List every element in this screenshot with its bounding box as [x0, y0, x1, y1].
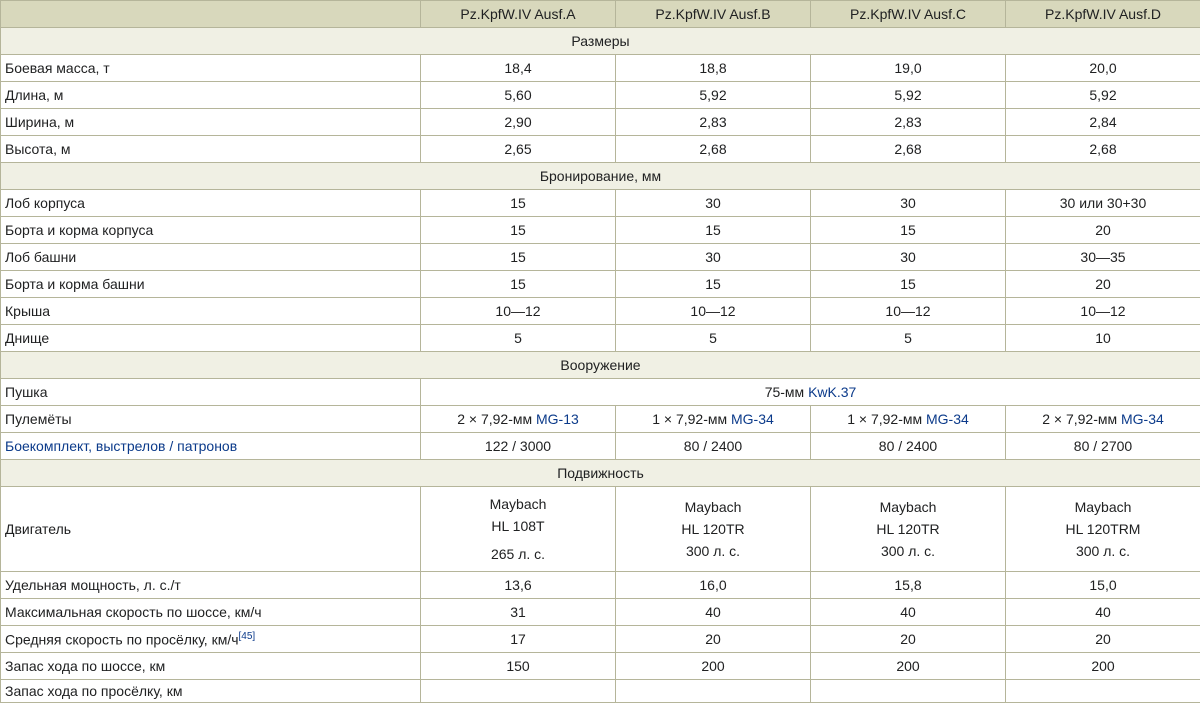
- engine-cell: [811, 487, 1006, 572]
- section-armament-row: [1, 352, 1200, 379]
- cell-value: 2,84: [1006, 109, 1200, 136]
- section-dimensions-row: [1, 28, 1200, 55]
- row-label: Лоб башни: [1, 244, 421, 271]
- section-armor-row: [1, 163, 1200, 190]
- table-row: [1, 190, 1200, 217]
- header-model-d: Pz.KpfW.IV Ausf.D: [1006, 1, 1200, 28]
- cell-value: 20,0: [1006, 55, 1200, 82]
- mg-prefix: 2 × 7,92-мм: [457, 411, 536, 427]
- cell-value: 19,0: [811, 55, 1006, 82]
- cell-value: [616, 680, 811, 703]
- table-row: [1, 298, 1200, 325]
- cell-value: 10—12: [1006, 298, 1200, 325]
- cell-value: 40: [811, 599, 1006, 626]
- cell-value: 2,83: [811, 109, 1006, 136]
- engine-make: Maybach: [815, 496, 1001, 518]
- engine-model: HL 120TRM: [1010, 518, 1196, 540]
- table-row: [1, 271, 1200, 298]
- cell-value: 15: [811, 217, 1006, 244]
- cell-value: 30—35: [1006, 244, 1200, 271]
- table-row: [1, 82, 1200, 109]
- engine-cell: [421, 487, 616, 572]
- row-label: Запас хода по просёлку, км: [1, 680, 421, 703]
- section-mobility-row: [1, 460, 1200, 487]
- row-label: Удельная мощность, л. с./т: [1, 572, 421, 599]
- table-row-engine: [1, 487, 1200, 572]
- table-row: [1, 599, 1200, 626]
- cell-value: 2,68: [811, 136, 1006, 163]
- mg-cell: [811, 406, 1006, 433]
- cell-value: 5,60: [421, 82, 616, 109]
- table-row: [1, 244, 1200, 271]
- ammo-link[interactable]: Боекомплект, выстрелов / патронов: [5, 438, 237, 454]
- mg-link[interactable]: MG-13: [536, 411, 579, 427]
- cell-value: 18,8: [616, 55, 811, 82]
- mg-link[interactable]: MG-34: [731, 411, 774, 427]
- cell-value: 20: [616, 626, 811, 653]
- section-title: Подвижность: [1, 460, 1200, 487]
- row-label: Борта и корма корпуса: [1, 217, 421, 244]
- cell-value: 80 / 2700: [1006, 433, 1200, 460]
- table-row: [1, 626, 1200, 653]
- mg-prefix: 2 × 7,92-мм: [1042, 411, 1121, 427]
- row-label: Ширина, м: [1, 109, 421, 136]
- row-label-cell: [1, 626, 421, 653]
- cell-value: 5,92: [616, 82, 811, 109]
- table-row: [1, 217, 1200, 244]
- cell-value: 5,92: [1006, 82, 1200, 109]
- table-row: [1, 572, 1200, 599]
- cell-value: [811, 680, 1006, 703]
- cell-value: 30: [616, 190, 811, 217]
- row-label: Высота, м: [1, 136, 421, 163]
- table-row: [1, 109, 1200, 136]
- cell-value: 15: [616, 271, 811, 298]
- row-label: Пушка: [1, 379, 421, 406]
- cell-value: 5: [811, 325, 1006, 352]
- cell-value: 15: [421, 271, 616, 298]
- cell-value: 30: [811, 244, 1006, 271]
- footnote-link[interactable]: [45]: [239, 631, 256, 642]
- engine-cell: [616, 487, 811, 572]
- cell-value: 31: [421, 599, 616, 626]
- row-label: Крыша: [1, 298, 421, 325]
- cell-value: 80 / 2400: [616, 433, 811, 460]
- row-label: Пулемёты: [1, 406, 421, 433]
- cell-value: 30 или 30+30: [1006, 190, 1200, 217]
- cell-value: [421, 680, 616, 703]
- cell-value: 17: [421, 626, 616, 653]
- cell-value: 20: [811, 626, 1006, 653]
- engine-model: HL 120TR: [620, 518, 806, 540]
- table-row: [1, 379, 1200, 406]
- cell-value: 2,68: [616, 136, 811, 163]
- mg-cell: [421, 406, 616, 433]
- cell-value: [1006, 680, 1200, 703]
- cell-value: 40: [616, 599, 811, 626]
- row-label: [1, 433, 421, 460]
- row-label: Длина, м: [1, 82, 421, 109]
- header-model-c: Pz.KpfW.IV Ausf.C: [811, 1, 1006, 28]
- cell-value: 200: [1006, 653, 1200, 680]
- cell-value: 15: [811, 271, 1006, 298]
- gun-prefix: 75-мм: [765, 384, 808, 400]
- engine-model: HL 108T: [425, 515, 611, 537]
- cell-value: 20: [1006, 271, 1200, 298]
- cell-value: 30: [616, 244, 811, 271]
- cell-value: 10—12: [421, 298, 616, 325]
- engine-power: 300 л. с.: [620, 540, 806, 562]
- mg-prefix: 1 × 7,92-мм: [847, 411, 926, 427]
- cell-value: 15,0: [1006, 572, 1200, 599]
- row-label: Максимальная скорость по шоссе, км/ч: [1, 599, 421, 626]
- table-row: [1, 136, 1200, 163]
- cell-value: 2,90: [421, 109, 616, 136]
- cell-value: 10—12: [616, 298, 811, 325]
- engine-model: HL 120TR: [815, 518, 1001, 540]
- engine-power: 300 л. с.: [815, 540, 1001, 562]
- cell-value: 10: [1006, 325, 1200, 352]
- table-row: [1, 680, 1200, 703]
- cell-value: 30: [811, 190, 1006, 217]
- table-row: [1, 433, 1200, 460]
- table-row: [1, 55, 1200, 82]
- header-row: [1, 1, 1200, 28]
- cell-value: 150: [421, 653, 616, 680]
- mg-prefix: 1 × 7,92-мм: [652, 411, 731, 427]
- header-model-b: Pz.KpfW.IV Ausf.B: [616, 1, 811, 28]
- cell-value: 122 / 3000: [421, 433, 616, 460]
- mg-cell: [616, 406, 811, 433]
- cell-value: 13,6: [421, 572, 616, 599]
- cell-value: 20: [1006, 626, 1200, 653]
- cell-value: 15: [421, 244, 616, 271]
- cell-value: 5: [421, 325, 616, 352]
- section-title: Размеры: [1, 28, 1200, 55]
- header-corner: [1, 1, 421, 28]
- cell-value: 40: [1006, 599, 1200, 626]
- row-label: Днище: [1, 325, 421, 352]
- row-label: Лоб корпуса: [1, 190, 421, 217]
- cell-value: 16,0: [616, 572, 811, 599]
- cell-value: 200: [616, 653, 811, 680]
- cell-value: 5,92: [811, 82, 1006, 109]
- mg-cell: [1006, 406, 1200, 433]
- mg-link[interactable]: MG-34: [926, 411, 969, 427]
- cell-value: 5: [616, 325, 811, 352]
- engine-cell: [1006, 487, 1200, 572]
- cell-value: 15,8: [811, 572, 1006, 599]
- gun-link[interactable]: KwK.37: [808, 384, 856, 400]
- engine-make: Maybach: [425, 493, 611, 515]
- table-row: [1, 406, 1200, 433]
- engine-make: Maybach: [1010, 496, 1196, 518]
- engine-power: 300 л. с.: [1010, 540, 1196, 562]
- table-row: [1, 653, 1200, 680]
- cell-value: 2,65: [421, 136, 616, 163]
- row-label: Средняя скорость по просёлку, км/ч: [5, 631, 239, 647]
- gun-cell: [421, 379, 1200, 406]
- table-row: [1, 325, 1200, 352]
- section-title: Бронирование, мм: [1, 163, 1200, 190]
- cell-value: 200: [811, 653, 1006, 680]
- cell-value: 15: [421, 217, 616, 244]
- row-label: Запас хода по шоссе, км: [1, 653, 421, 680]
- mg-link[interactable]: MG-34: [1121, 411, 1164, 427]
- row-label: Боевая масса, т: [1, 55, 421, 82]
- cell-value: 10—12: [811, 298, 1006, 325]
- cell-value: 18,4: [421, 55, 616, 82]
- section-title: Вооружение: [1, 352, 1200, 379]
- header-model-a: Pz.KpfW.IV Ausf.A: [421, 1, 616, 28]
- engine-power: 265 л. с.: [425, 543, 611, 565]
- row-label: Борта и корма башни: [1, 271, 421, 298]
- cell-value: 15: [421, 190, 616, 217]
- cell-value: 80 / 2400: [811, 433, 1006, 460]
- cell-value: 2,83: [616, 109, 811, 136]
- row-label: Двигатель: [1, 487, 421, 572]
- engine-make: Maybach: [620, 496, 806, 518]
- cell-value: 15: [616, 217, 811, 244]
- cell-value: 20: [1006, 217, 1200, 244]
- cell-value: 2,68: [1006, 136, 1200, 163]
